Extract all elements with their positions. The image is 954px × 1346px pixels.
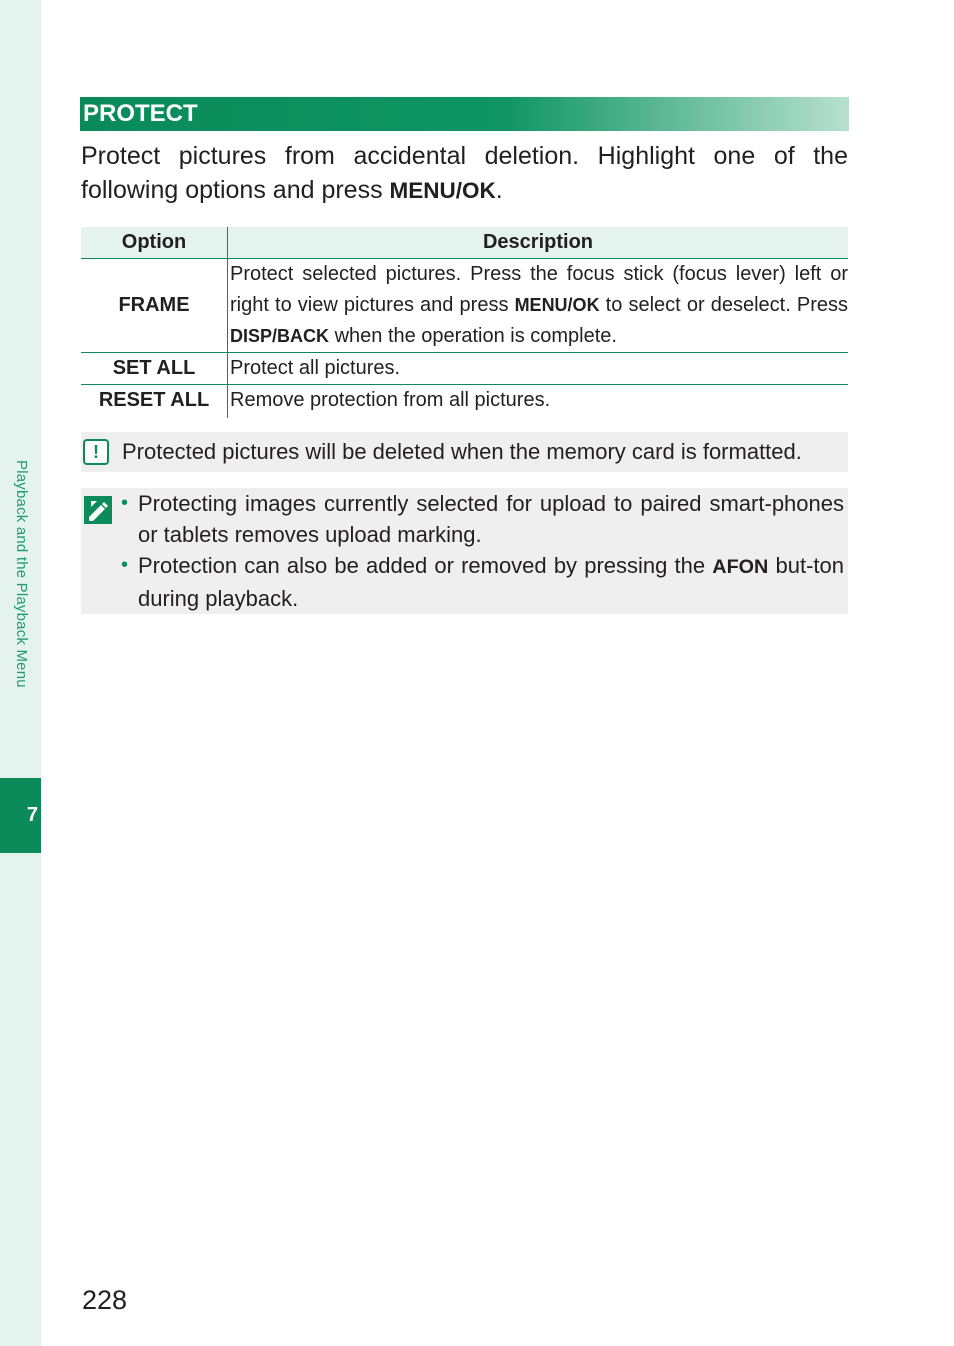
description-frame xyxy=(228,259,849,353)
option-frame: FRAME xyxy=(81,259,228,353)
frame-desc-part-2: to select or deselect. Press xyxy=(599,294,848,316)
table-row xyxy=(81,353,848,385)
description-set-all: Protect all pictures. xyxy=(230,357,401,379)
frame-key-disp-back: DISP/BACK xyxy=(230,326,330,346)
page-number: 228 xyxy=(82,1285,128,1315)
section-title: PROTECT xyxy=(83,100,198,127)
header-description: Description xyxy=(228,227,849,259)
chapter-sidebar xyxy=(0,0,41,1346)
intro-text-before: Protect pictures from accidental deletion. Highlight one of the following options and press xyxy=(81,142,848,204)
intro-text-after: . xyxy=(495,176,503,204)
chapter-vertical-label: Playback and the Playback Menu xyxy=(13,460,30,688)
note-item-2-text-before: Protection can also be added or removed by pressing the xyxy=(138,553,713,578)
note-item-2-text-after: but-ton during playback. xyxy=(138,553,844,611)
description-reset-all: Remove protection from all pictures. xyxy=(230,389,551,411)
options-table xyxy=(81,227,848,418)
note-list xyxy=(121,488,844,614)
note-item-1-text: Protecting images currently selected for upload to paired smart-phones or tablets removes upload marking. xyxy=(138,491,844,547)
caution-box xyxy=(81,432,848,472)
table-row xyxy=(81,385,848,419)
table-header-row xyxy=(81,227,848,259)
frame-key-menu-ok: MENU/OK xyxy=(514,295,600,315)
note-item-2 xyxy=(121,550,844,614)
chapter-number: 7 xyxy=(26,804,38,826)
option-reset-all: RESET ALL xyxy=(81,385,228,419)
option-set-all: SET ALL xyxy=(81,353,228,385)
note-key-afon: AFON xyxy=(712,556,769,578)
note-box xyxy=(81,488,848,614)
caution-text: Protected pictures will be deleted when the memory card is formatted. xyxy=(122,439,802,464)
note-icon xyxy=(83,495,113,525)
frame-desc-part-1: Protect selected pictures. Press the focus stick (focus lever) left or right to view pictures and press xyxy=(230,263,848,316)
intro-key-menu-ok: MENU/OK xyxy=(389,178,496,203)
note-item-1 xyxy=(121,488,844,550)
caution-icon: ! xyxy=(83,439,109,465)
table-row xyxy=(81,259,848,353)
section-heading xyxy=(80,97,849,131)
intro-paragraph xyxy=(81,139,848,208)
frame-desc-part-3: when the operation is complete. xyxy=(329,325,617,347)
chapter-tab xyxy=(0,778,41,853)
header-option: Option xyxy=(81,227,228,259)
